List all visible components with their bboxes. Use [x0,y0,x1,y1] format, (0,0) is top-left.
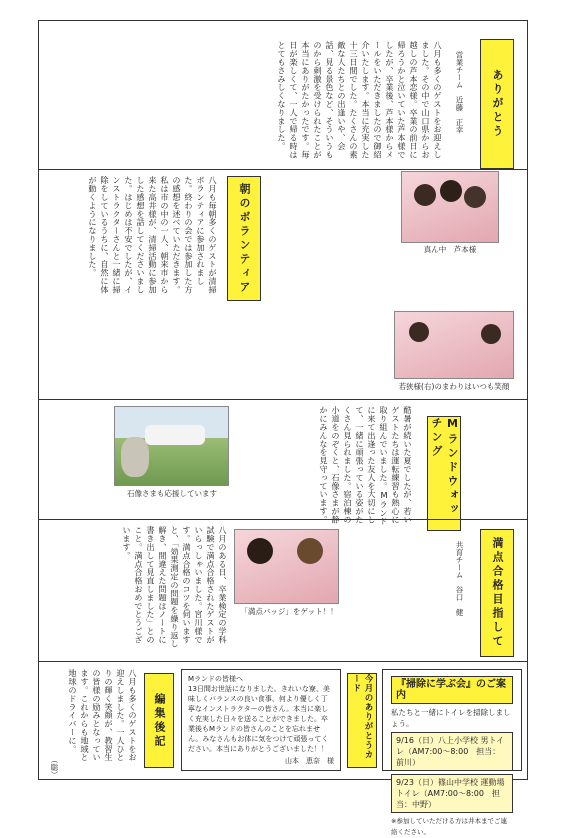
henshu-sign: （聡） [50,756,59,779]
section-title-asa-volunteer: 朝のボランティア [227,176,261,301]
manten-body: 八月のある日、卒業検定の学科試験で満点合格されたゲストがいらっしゃいました。宮川様です。満点合格のコツを伺いますと、「効果測定の問題を繰り返し解き、間違えた問題はノートに書き出して見直しました」とのこと。満点合格おめでとうございます。 [122,526,228,648]
asa-volunteer-photo [394,311,514,379]
section-title-card: 今月のありがとうカード [347,673,377,768]
asa-volunteer-photo-caption: 若狭様(右)のまわりはいつも笑顔 [398,382,510,391]
arigatou-photo-caption: 真ん中 芦本様 [423,245,477,254]
manten-photo [234,529,339,604]
thanks-letter-text: Mランドの皆様へ 13日間お世話になりました。きれいな寮、美味しくバランスの良い食事、何より優しく丁寧なインストラクターの皆さん。本当に楽しく充実した日々を送ることができました。卒業後もMランドの皆さんのことを忘れません。みなさんもお体に気をつけて頑張ってください。本当にありがとうございました！！ [188,675,330,753]
arigatou-team: 営業チーム 近藤 正幸 [455,51,464,134]
souji-note: ※参加していただける方は井本までご連絡ください。 [391,817,507,836]
m-land-photo [114,406,229,486]
souji-schedule-2: 9/23（日）篠山中学校 運動場トイレ（AM7:00〜8:00 担当：中野） [391,774,513,813]
section-title-henshu: 編集後記 [144,673,174,768]
divider [39,519,527,520]
section-title-m-land: Mランドウォッチング [427,416,461,531]
thanks-letter [181,669,341,771]
souji-notice [382,669,522,836]
asa-volunteer-body: 八月も毎朝多くのゲストが清掃ボランティアに参加されました。終わりの会では参加した方の感想を述べていただきます。私は市の中の一人、朝来市から来た高井様が、清掃活動に参加した感想を話してくださいました。はじめは不安でしたが、インストラクターさんと一緒に掃除をしているうちに、自然に体が動くようになりました。 [88,176,218,294]
souji-schedule-1: 9/16（日）八上小学校 男トイレ（AM7:00〜8:00 担当：前川） [391,732,513,771]
arigatou-body: 八月も多くのゲストをお迎えしました。その中で山口県からお越しの芦本恋様。卒業の前日に帰ろうかと泣いていた芦本様でしたが、卒業後、芦本様からメールをいただきましたので御紹介いたします。本当に充実した十三日間でした。たくさんの素敵な人たちとの出逢いや、会話、見る景色など、そういうものから刺激を受けられたことが本当にありがたかったです。毎日が楽しくて、一人で帰る時はとてもさみしくなりました。 [277,41,443,159]
arigatou-photo [401,171,499,243]
souji-lead: 私たちと一緒にトイレを掃除しましょう。 [391,708,511,728]
thanks-letter-sign: 山本 恵奈 様 [285,757,334,765]
newsletter-page [38,20,528,836]
m-land-photo-caption: 石像さまも応援しています [127,489,217,498]
divider [39,399,527,400]
divider [39,661,527,662]
section-title-arigatou: ありがとう [480,39,514,169]
manten-team: 共育チーム 谷口 健 [455,541,464,616]
section-title-manten: 満点合格目指して [480,529,514,657]
m-land-body: 酷暑が続いた夏でしたが、若いゲストたちは運転練習も熱心に取り組んでいました。Mランドに来て出逢った友人を大切にして、一緒に頑張っている姿がたくさん見られました。宿泊棟の小道をのぞくと、石像さまが静かにみんなを見守っています。 [319,406,413,526]
souji-title: 『掃除に学ぶ会』のご案内 [391,676,513,704]
henshu-body: 八月も多くのゲストをお迎えしました。一人ひとりの輝く笑顔が、教習生の皆様の励みとなっています。これからも地域と地球のドライバーに。 [68,669,138,762]
divider [39,169,527,170]
manten-photo-caption: 「満点バッジ」をゲット！！ [240,607,338,616]
